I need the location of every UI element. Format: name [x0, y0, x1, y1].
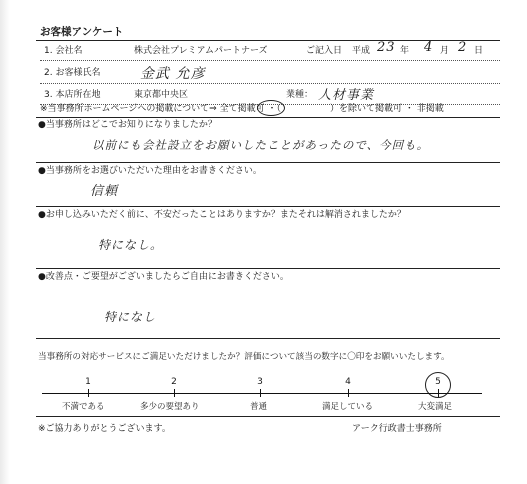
scale-tick [88, 389, 89, 397]
q2-answer: 信頼 [90, 184, 119, 199]
address-label: 3. 本店所在地 [44, 90, 101, 100]
month-unit: 月 [440, 46, 450, 56]
company-label: 1. 会社名 [44, 46, 83, 56]
scale-tick [348, 389, 349, 397]
office-name: アーク行政書士事務所 [352, 424, 442, 434]
scale-label-3: 普通 [250, 402, 268, 412]
scale-num-2: 2 [171, 377, 177, 387]
bottom-rule [36, 416, 500, 417]
scale-tick [174, 389, 175, 397]
scale-label-1: 不満である [62, 402, 105, 412]
date-month: 4 [424, 40, 434, 55]
q3-rule [36, 268, 500, 269]
year-unit: 年 [400, 46, 410, 56]
consent-text: ※当事務所ホームページへの掲載について⇒ 全て掲載可 ・（ [40, 104, 281, 114]
q1-answer: 以前にも会社設立をお願いしたことがあったので、今回も。 [92, 138, 430, 152]
scale-tick [260, 389, 261, 397]
scale-label-5: 大変満足 [418, 402, 453, 412]
scan-edge-shadow [0, 0, 10, 484]
customer-name: 金武 允彦 [140, 66, 206, 82]
form-title: お客様アンケート [40, 26, 124, 38]
q1-question: ●当事務所はどこでお知りになりましたか？ [38, 120, 217, 130]
q3-answer: 特になし。 [98, 238, 164, 252]
era-label: 平成 [352, 46, 371, 56]
consent-circle-mark [257, 100, 285, 116]
q1-rule [36, 162, 500, 163]
scale-num-4: 4 [345, 377, 351, 387]
row1-rule [40, 60, 500, 61]
industry-value: 人材事業 [318, 88, 375, 103]
q2-rule [36, 206, 500, 207]
day-unit: 日 [474, 46, 484, 56]
consent-text-end: ）を除いて掲載可 ・ 非掲載 [330, 104, 444, 114]
rating-scale-line [42, 393, 482, 394]
name-label: 2. お客様氏名 [44, 68, 101, 78]
date-year: 23 [377, 40, 396, 55]
scale-label-4: 満足している [322, 402, 374, 412]
company-value: 株式会社プレミアムパートナーズ [134, 46, 268, 56]
date-day: 2 [458, 40, 468, 55]
q4-question: ●改善点・ご要望がございましたらご自由にお書きください。 [38, 272, 289, 282]
satisfaction-question: 当事務所の対応サービスにご満足いただけましたか？評価について該当の数字に〇印をお願いいたします。 [38, 352, 450, 362]
q4-rule [36, 338, 500, 339]
thanks-text: ※ご協力ありがとうございます。 [38, 424, 171, 434]
row2-rule [40, 83, 500, 84]
industry-label: 業種： [286, 90, 314, 100]
scale-num-5: 5 [435, 377, 441, 387]
scale-num-1: 1 [85, 377, 91, 387]
consent-rule [36, 117, 500, 118]
scale-num-3: 3 [257, 377, 263, 387]
scale-label-2: 多少の要望あり [140, 402, 200, 412]
scale-tick [438, 389, 439, 397]
address-value: 東京都中央区 [134, 90, 189, 100]
q4-answer: 特になし [104, 310, 157, 324]
q2-question: ●当事務所をお選びいただいた理由をお書きください。 [38, 166, 262, 176]
q3-question: ●お申し込みいただく前に、不安だったことはありますか？またそれは解消されましたか？ [38, 210, 406, 220]
date-label: ご記入日 [306, 46, 343, 56]
